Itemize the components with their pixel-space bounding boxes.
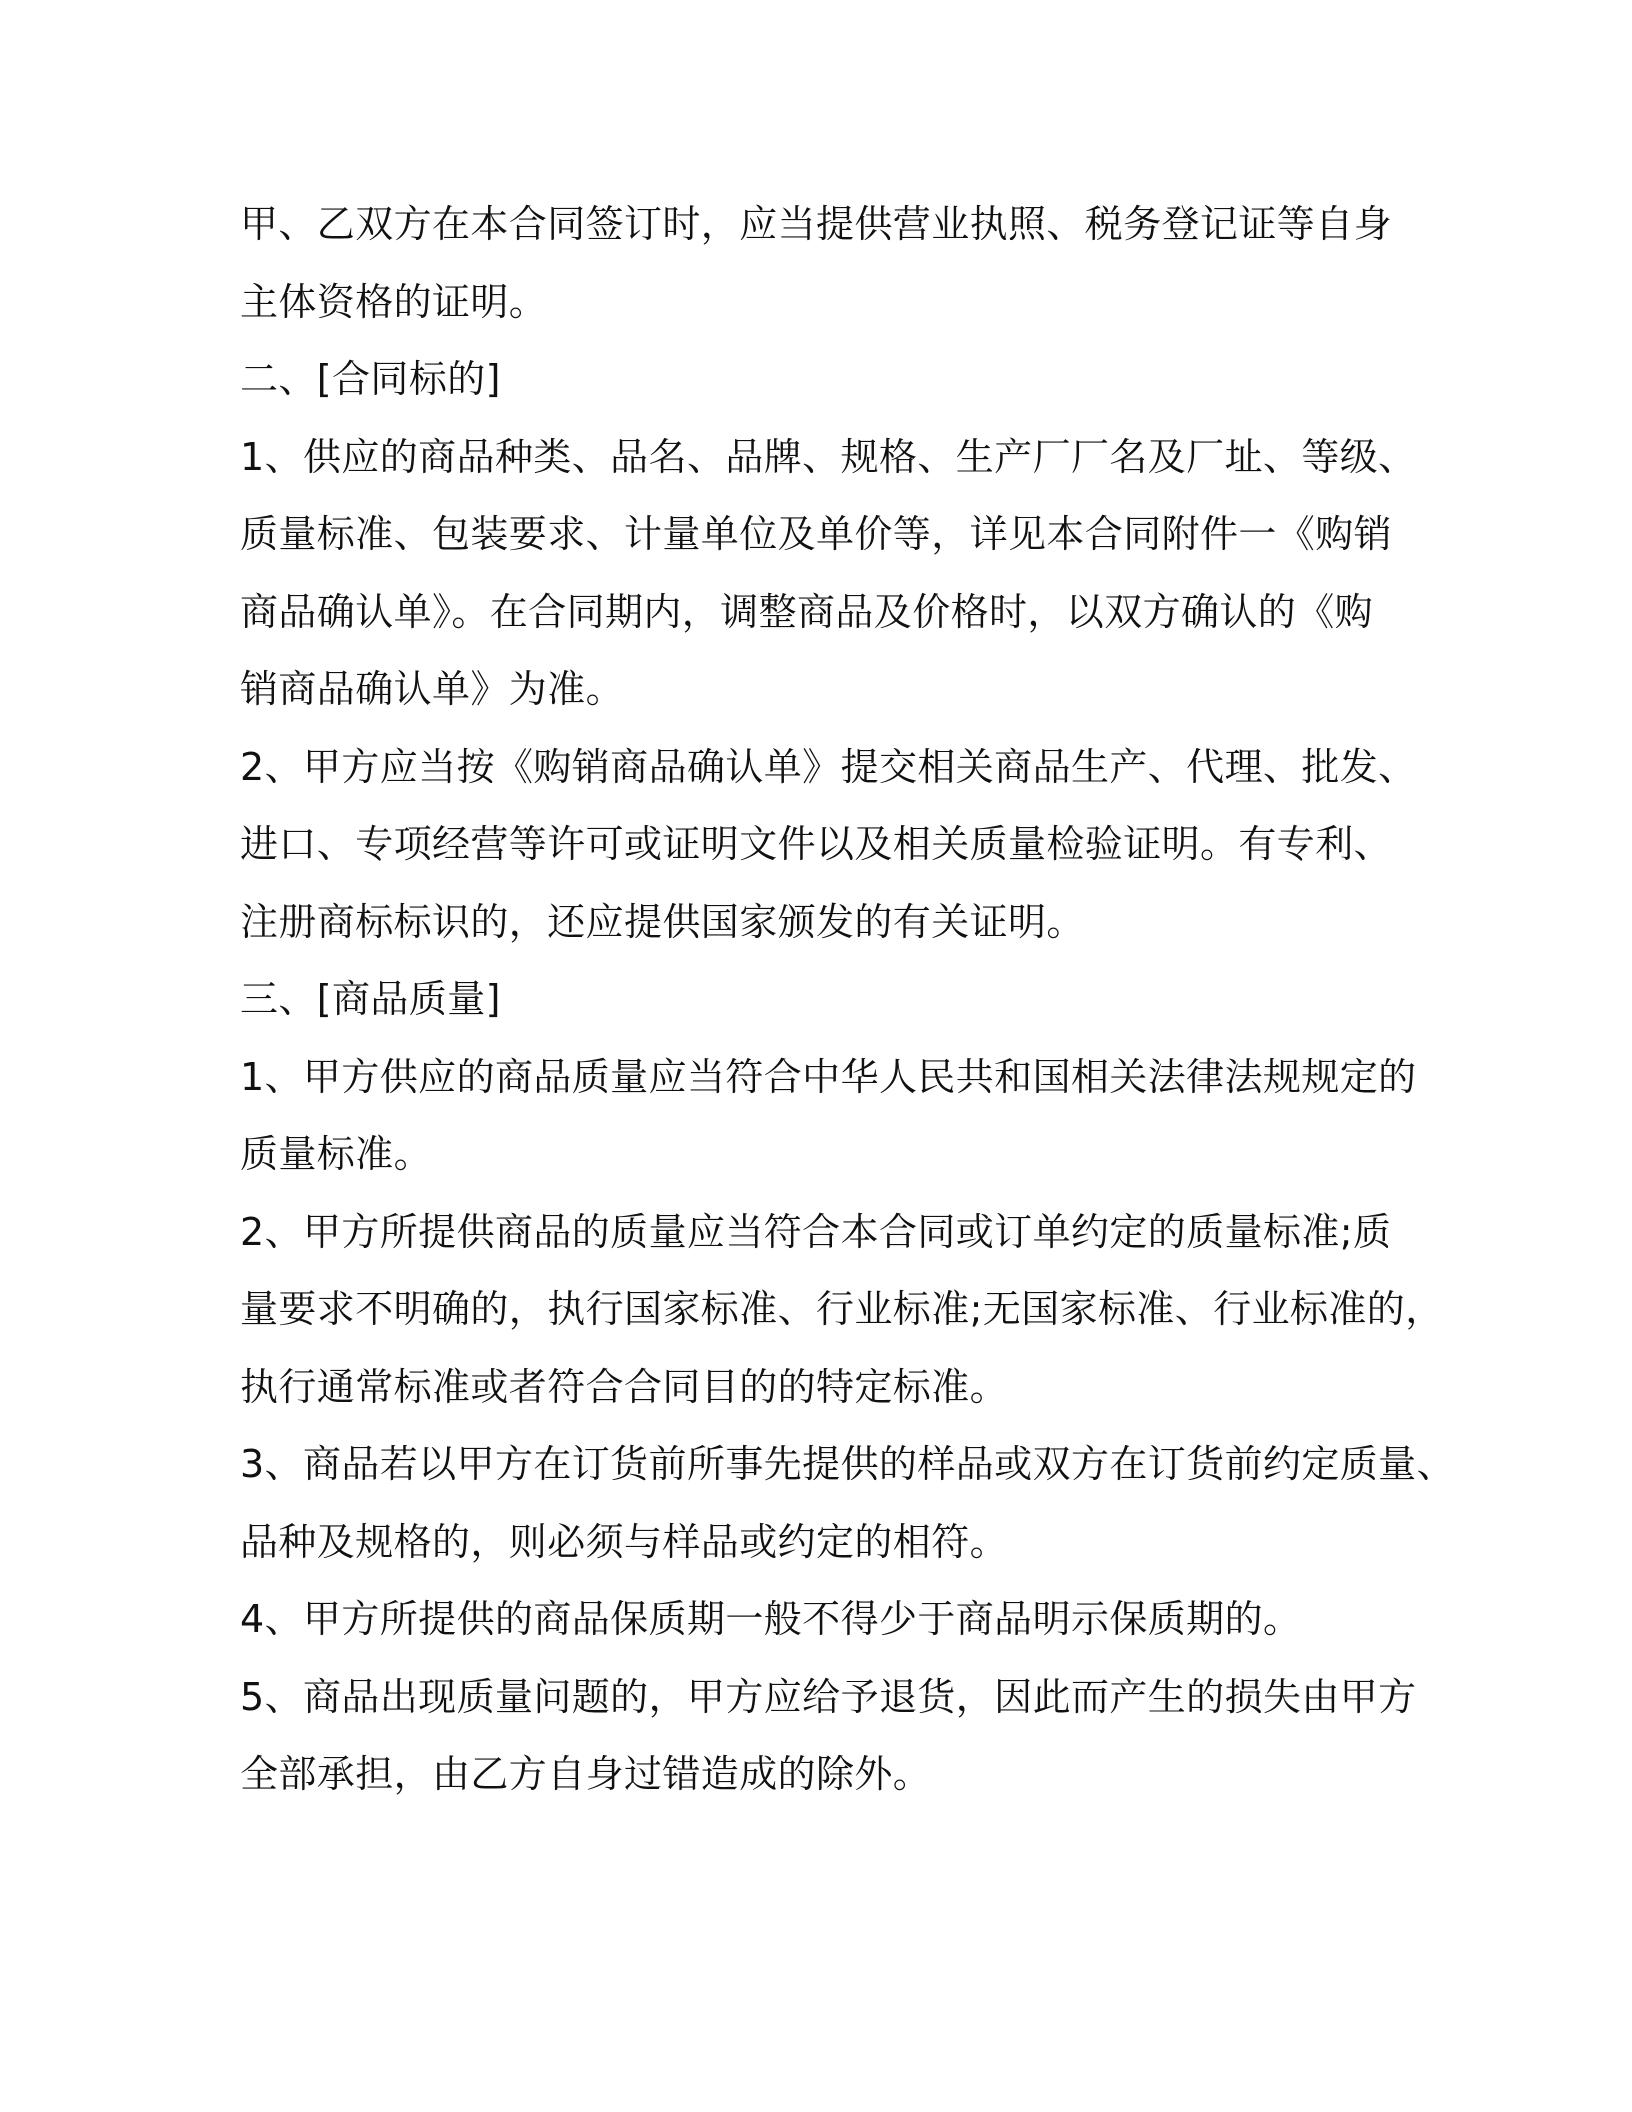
section-heading: 三、[商品质量] (240, 977, 501, 1021)
text-line: 进口、专项经营等许可或证明文件以及相关质量检验证明。有专利、 (240, 822, 1393, 866)
text-line: 1、甲方供应的商品质量应当符合中华人民共和国相关法律法规规定的 (240, 1054, 1417, 1099)
text-line: 2、甲方应当按《购销商品确认单》提交相关商品生产、代理、批发、 (240, 744, 1417, 789)
text-line: 5、商品出现质量问题的，甲方应给予退货，因此而产生的损失由甲方 (240, 1674, 1417, 1719)
text-line: 3、商品若以甲方在订货前所事先提供的样品或双方在订货前约定质量、 (240, 1442, 1455, 1486)
text-line: 质量标准。 (240, 1132, 433, 1176)
text-line: 质量标准、包装要求、计量单位及单价等，详见本合同附件一《购销 (240, 512, 1393, 556)
text-line: 品种及规格的，则必须与样品或约定的相符。 (240, 1519, 1009, 1564)
text-line: 量要求不明确的，执行国家标准、行业标准;无国家标准、行业标准的， (240, 1287, 1444, 1331)
text-line: 2、甲方所提供商品的质量应当符合本合同或订单约定的质量标准;质 (240, 1209, 1392, 1254)
text-line: 1、供应的商品种类、品名、品牌、规格、生产厂厂名及厂址、等级、 (240, 434, 1417, 479)
text-line: 执行通常标准或者符合合同目的的特定标准。 (240, 1364, 1009, 1409)
text-line: 主体资格的证明。 (240, 279, 548, 324)
text-line: 注册商标标识的，还应提供国家颁发的有关证明。 (240, 899, 1085, 944)
section-heading: 二、[合同标的] (240, 357, 501, 401)
text-line: 销商品确认单》为准。 (240, 667, 625, 711)
contract-text (240, 186, 1455, 1814)
text-line: 甲、乙双方在本合同签订时，应当提供营业执照、税务登记证等自身 (240, 202, 1393, 246)
text-line: 商品确认单》。在合同期内，调整商品及价格时，以双方确认的《购 (240, 589, 1374, 634)
text-line: 4、甲方所提供的商品保质期一般不得少于商品明示保质期的。 (240, 1597, 1302, 1641)
text-line: 全部承担，由乙方自身过错造成的除外。 (240, 1752, 932, 1796)
